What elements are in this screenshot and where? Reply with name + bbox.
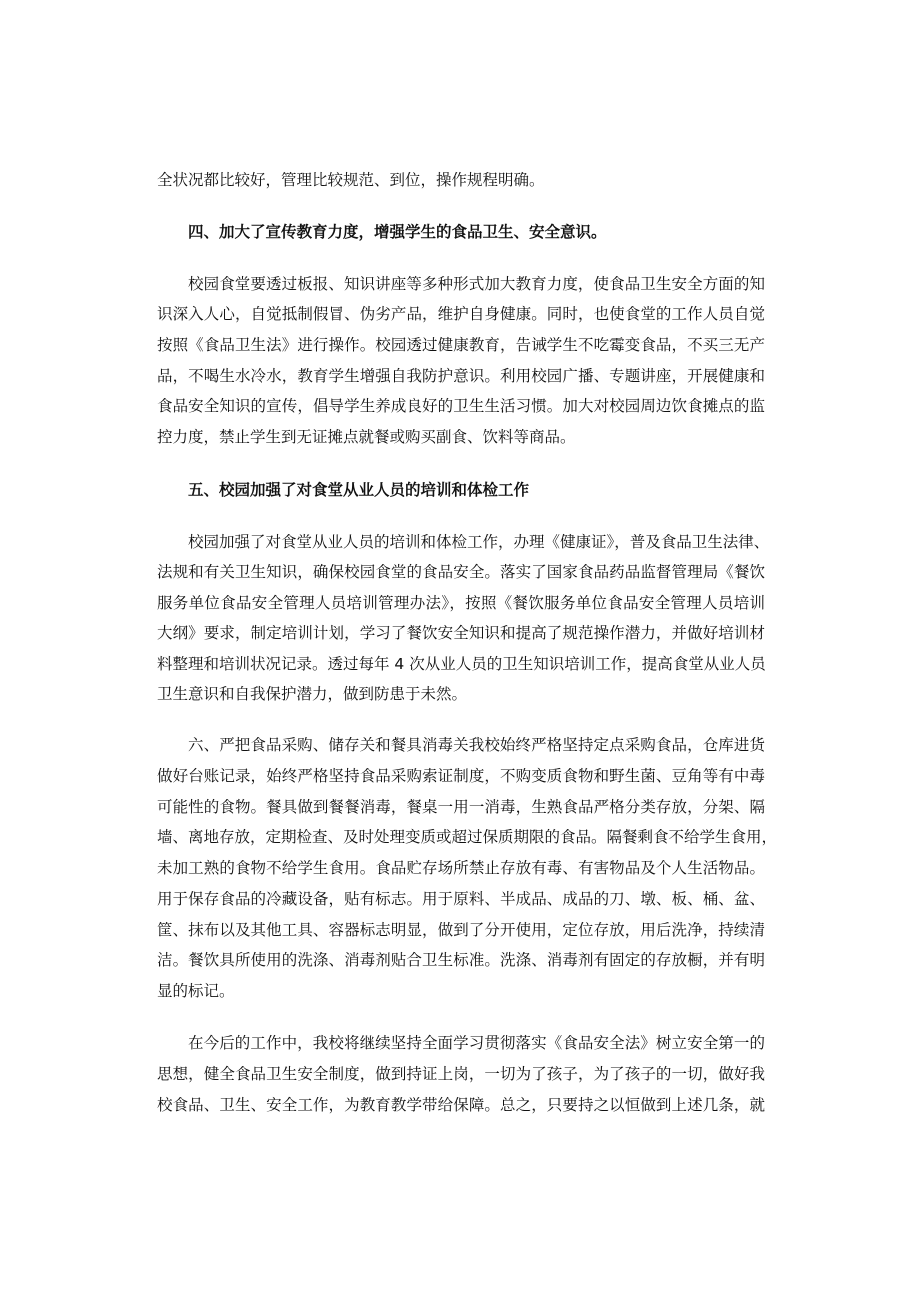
paragraph-line: 大纲》要求，制定培训计划，学习了餐饮安全知识和提高了规范操作潜力，并做好培训材 <box>157 624 765 642</box>
paragraph-line: 可能性的食物。餐具做到餐餐消毒，餐桌一用一消毒，生熟食品严格分类存放，分架、隔 <box>157 798 765 816</box>
paragraph-line: 校园加强了对食堂从业人员的培训和体检工作，办理《健康证》，普及食品卫生法律、 <box>188 533 770 551</box>
paragraph-line: 食品安全知识的宣传，倡导学生养成良好的卫生生活习惯。加大对校园周边饮食摊点的监 <box>157 397 765 415</box>
paragraph-line: 在今后的工作中，我校将继续坚持全面学习贯彻落实《食品安全法》树立安全第一的 <box>188 1034 765 1052</box>
paragraph-line: 做好台账记录，始终严格坚持食品采购索证制度，不购变质食物和野生菌、豆角等有中毒 <box>157 767 765 785</box>
paragraph-line: 六、严把食品采购、储存关和餐具消毒关我校始终严格坚持定点采购食品，仓库进货 <box>188 736 765 754</box>
paragraph-line: 服务单位食品安全管理人员培训管理办法》，按照《餐饮服务单位食品安全管理人员培训 <box>157 594 765 612</box>
paragraph-line: 校园食堂要透过板报、知识讲座等多种形式加大教育力度，使食品卫生安全方面的知 <box>188 275 765 293</box>
paragraph-line: 控力度，禁止学生到无证摊点就餐或购买副食、饮料等商品。 <box>157 428 576 446</box>
section-heading: 五、校园加强了对食堂从业人员的培训和体检工作 <box>188 481 530 499</box>
paragraph-line: 校食品、卫生、安全工作，为教育教学带给保障。总之，只要持之以恒做到上述几条，就 <box>157 1096 765 1114</box>
paragraph-line: 全状况都比较好，管理比较规范、到位，操作规程明确。 <box>157 171 545 189</box>
paragraph-line: 料整理和培训状况记录。透过每年 4 次从业人员的卫生知识培训工作，提高食堂从业人员 <box>157 655 766 673</box>
paragraph-line: 未加工熟的食物不给学生食用。食品贮存场所禁止存放有毒、有害物品及个人生活物品。 <box>157 859 765 877</box>
paragraph-line: 筐、抹布以及其他工具、容器标志明显，做到了分开使用，定位存放，用后洗净，持续清 <box>157 921 765 939</box>
paragraph-line: 识深入人心，自觉抵制假冒、伪劣产品，维护自身健康。同时，也使食堂的工作人员自觉 <box>157 305 765 323</box>
paragraph-line: 品，不喝生水冷水，教育学生增强自我防护意识。利用校园广播、专题讲座，开展健康和 <box>157 367 765 385</box>
paragraph-line: 用于保存食品的冷藏设备，贴有标志。用于原料、半成品、成品的刀、墩、板、桶、盆、 <box>157 890 765 908</box>
section-heading: 四、加大了宣传教育力度，增强学生的食品卫生、安全意识。 <box>188 223 607 241</box>
paragraph-line: 洁。餐饮具所使用的洗涤、消毒剂贴合卫生标准。洗涤、消毒剂有固定的存放橱，并有明 <box>157 951 765 969</box>
paragraph-line: 按照《食品卫生法》进行操作。校园透过健康教育，告诫学生不吃霉变食品，不买三无产 <box>157 336 765 354</box>
paragraph-line: 卫生意识和自我保护潜力，做到防患于未然。 <box>157 685 468 703</box>
paragraph-line: 墙、离地存放，定期检查、及时处理变质或超过保质期限的食品。隔餐剩食不给学生食用， <box>157 828 778 846</box>
paragraph-line: 思想，健全食品卫生安全制度，做到持证上岗，一切为了孩子，为了孩子的一切，做好我 <box>157 1065 765 1083</box>
paragraph-line: 法规和有关卫生知识，确保校园食堂的食品安全。落实了国家食品药品监督管理局《餐饮 <box>157 563 765 581</box>
paragraph-line: 显的标记。 <box>157 982 235 1000</box>
